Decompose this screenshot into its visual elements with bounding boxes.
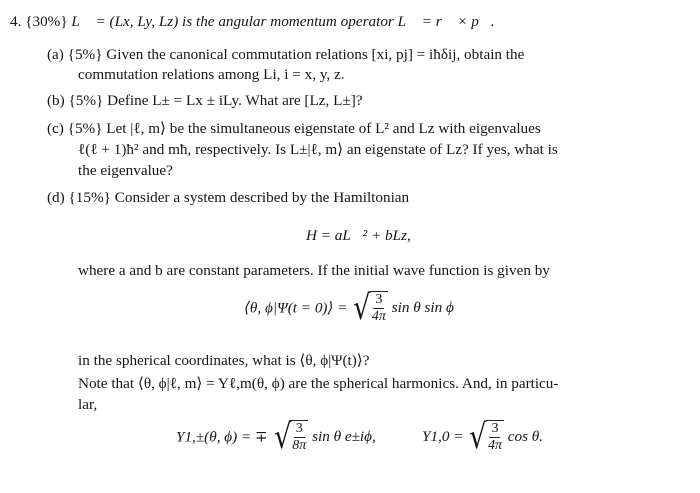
radical-sign-initial: √ bbox=[353, 288, 371, 328]
part-c-line2: ℓ(ℓ + 1)ħ² and mħ, respectively. Is L±|ℓ, m⟩ an eigenstate of Lz? If yes, what is bbox=[78, 141, 558, 158]
problem-intro: L⃗ = (Lx, Ly, Lz) is the angular momentum operator L⃗ = r⃗ × p⃗. bbox=[71, 13, 495, 30]
part-d-line5: lar, bbox=[78, 396, 98, 413]
initial-numerator: 3 bbox=[375, 292, 383, 307]
fraction-initial bbox=[370, 291, 388, 325]
part-d-line1 bbox=[47, 189, 409, 207]
part-d-line4: Note that ⟨θ, ϕ|ℓ, m⟩ = Yℓ,m(θ, ϕ) are the spherical harmonics. And, in particu- bbox=[78, 375, 559, 392]
initial-rhs: sin θ sin ϕ bbox=[391, 299, 454, 316]
spherical-harmonic-y1pm bbox=[176, 417, 376, 457]
y10-numerator: 3 bbox=[491, 421, 499, 436]
part-d-line2: where a and b are constant parameters. If the initial wave function is given by bbox=[78, 262, 550, 279]
y10-lhs: Y1,0 = bbox=[422, 428, 464, 445]
y10-rhs: cos θ. bbox=[507, 428, 544, 445]
hamiltonian-equation: H = aL⃗² + bLz, bbox=[306, 227, 411, 244]
part-d-line3: in the spherical coordinates, what is ⟨θ, ϕ|Ψ(t)⟩? bbox=[78, 352, 370, 369]
y1pm-numerator: 3 bbox=[295, 421, 303, 436]
initial-denominator: 4π bbox=[371, 309, 386, 324]
part-a-line1 bbox=[47, 46, 524, 64]
part-c-line1 bbox=[47, 120, 541, 138]
part-b-line1 bbox=[47, 92, 363, 110]
spherical-harmonic-y10 bbox=[422, 417, 544, 457]
y10-denominator: 4π bbox=[487, 438, 502, 453]
part-a-label: (a) bbox=[47, 46, 64, 63]
fraction-y1pm bbox=[290, 420, 308, 454]
part-b-label: (b) bbox=[47, 92, 65, 109]
problem-weight: {30%} bbox=[25, 13, 68, 30]
part-d-text-1: {15%} Consider a system described by the Hamiltonian bbox=[68, 189, 410, 206]
fraction-y10 bbox=[486, 420, 504, 454]
y1pm-lhs: Y1,±(θ, ϕ) = ∓ bbox=[176, 428, 268, 446]
part-a-text-1: {5%} Given the canonical commutation relations [xi, pj] = iħδij, obtain the bbox=[67, 46, 525, 63]
part-d-label: (d) bbox=[47, 189, 65, 206]
sqrt-y10 bbox=[467, 417, 504, 457]
part-c-label: (c) bbox=[47, 120, 64, 137]
part-c-text-1: {5%} Let |ℓ, m⟩ be the simultaneous eigenstate of L² and Lz with eigenvalues bbox=[67, 120, 541, 137]
problem-number: 4. bbox=[10, 13, 22, 30]
radical-sign-y1pm: √ bbox=[273, 417, 292, 457]
part-b-text-1: {5%} Define L± = Lx ± iLy. What are [Lz, L±]? bbox=[68, 92, 363, 109]
initial-wavefunction bbox=[244, 288, 454, 328]
radical-sign-y10: √ bbox=[469, 417, 487, 457]
sqrt-initial bbox=[351, 288, 388, 328]
y1pm-denominator: 8π bbox=[292, 438, 307, 453]
part-c-line3: the eigenvalue? bbox=[78, 162, 173, 179]
sqrt-y1pm bbox=[272, 417, 309, 457]
y1pm-rhs: sin θ e±iϕ, bbox=[312, 428, 376, 445]
part-a-line2: commutation relations among Li, i = x, y, z. bbox=[78, 66, 345, 83]
initial-lhs: ⟨θ, ϕ|Ψ(t = 0)⟩ = bbox=[244, 299, 348, 317]
problem-header bbox=[10, 13, 495, 31]
